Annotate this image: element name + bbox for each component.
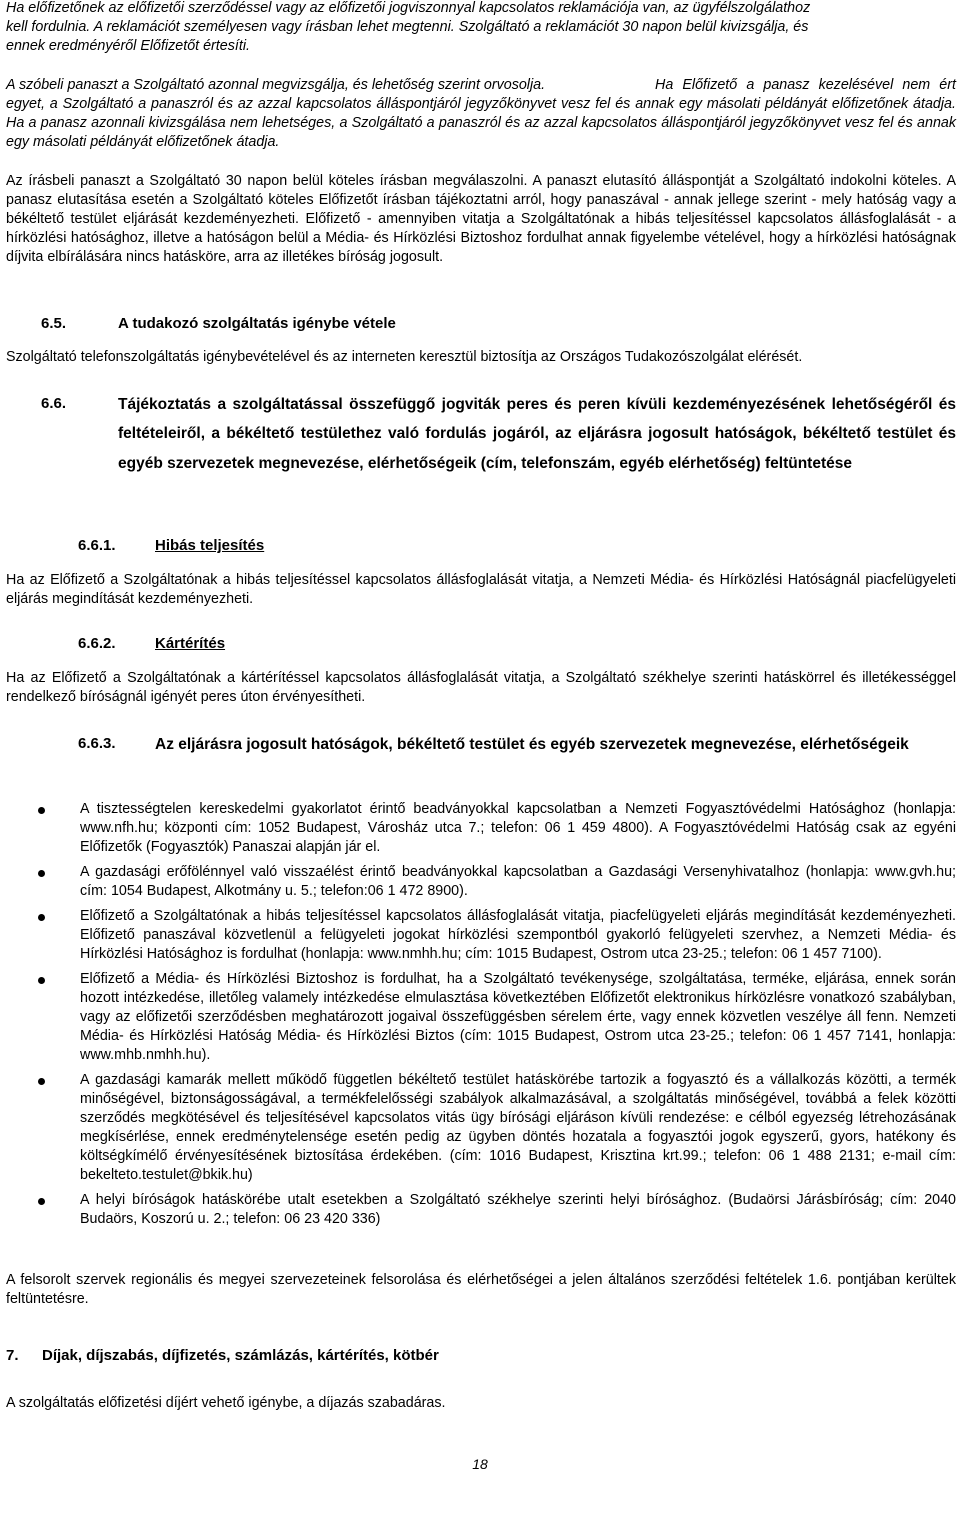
- intro-line-2: kell fordulnia. A reklamációt személyesen vagy írásban lehet megtenni. Szolgáltató a reklamációt 30 napon belül kivizsgálja, és: [6, 19, 809, 35]
- bullet-icon: [38, 1198, 45, 1205]
- intro-line-1: Ha előfizetőnek az előfizetői szerződéssel vagy az előfizetői jogviszonnyal kapcsolatos reklamációja van, az ügyfélszolgálathoz: [6, 0, 811, 16]
- list-item: [0, 863, 956, 901]
- section-6-6-2-title: Kártérítés: [155, 635, 226, 652]
- section-6-5-title: A tudakozó szolgáltatás igénybe vétele: [118, 315, 396, 332]
- closing-paragraph: A felsorolt szervek regionális és megyei szervezeteinek felsorolása és elérhetőségei a jelen általános szerződési feltételek 1.6. pontjában kerültek feltüntetésre.: [6, 1272, 956, 1307]
- bullet-icon: [38, 870, 45, 877]
- bullet-icon: [38, 977, 45, 984]
- section-6-6-3-title: Az eljárásra jogosult hatóságok, békéltető testület és egyéb szervezetek megnevezése, elérhetőségeik: [155, 736, 909, 753]
- bullet-icon: [38, 1078, 45, 1085]
- oral-complaint-paragraph: Ha Előfizető a panasz kezelésével nem ért egyet, a Szolgáltató a panaszról és az azzal kapcsolatos álláspontjáról jegyzőkönyvet vesz fel és annak egy másolati példányát előfizetőnek átadja. Ha a panasz azonnali kivizsgálása nem lehetséges, a Szolgáltató a panaszról és az azzal kapcsolatos álláspontjáról jegyzőkönyvet vesz fel és annak egy másolati példányát előfizetőnek átadja.: [6, 77, 956, 150]
- section-6-6-1-body: Ha az Előfizető a Szolgáltatónak a hibás teljesítéssel kapcsolatos állásfoglalását vitatja, a Nemzeti Média- és Hírközlési Hatóságnál piacfelügyeleti eljárás megindítását kezdeményezheti.: [6, 572, 956, 607]
- intro-line-3: ennek eredményéről Előfizetőt értesíti.: [6, 38, 250, 54]
- list-item: [0, 800, 956, 857]
- list-item-text: A helyi bíróságok hatáskörébe utalt esetekben a Szolgáltató székhelye szerinti helyi bírósághoz. (Budaörsi Járásbíróság; cím: 2040 Budaörs, Koszorú u. 2.; telefon: 06 23 420 336): [80, 1192, 956, 1227]
- bullet-icon: [38, 914, 45, 921]
- authority-list: [0, 800, 956, 1235]
- section-6-6-1-title: Hibás teljesítés: [155, 537, 265, 554]
- list-item-text: A gazdasági erőfölénnyel való visszaélést érintő beadványokkal kapcsolatban a Gazdasági Versenyhivatalhoz (honlapja: www.gvh.hu; cím: 1054 Budapest, Alkotmány u. 5.; telefon:06 1 472 8900).: [80, 864, 956, 899]
- list-item: [0, 1191, 956, 1229]
- section-6-5-number: 6.5.: [41, 315, 67, 332]
- bullet-icon: [38, 807, 45, 814]
- section-7-title: Díjak, díjszabás, díjfizetés, számlázás, kártérítés, kötbér: [42, 1347, 439, 1364]
- oral-complaint-intro: A szóbeli panaszt a Szolgáltató azonnal megvizsgálja, és lehetőség szerint orvosolja.: [6, 77, 546, 93]
- list-item: [0, 907, 956, 964]
- list-item: [0, 970, 956, 1065]
- section-6-6-3-number: 6.6.3.: [78, 735, 116, 752]
- list-item: [0, 1071, 956, 1185]
- written-complaint-paragraph: Az írásbeli panaszt a Szolgáltató 30 napon belül köteles írásban megválaszolni. A panaszt elutasító álláspontját a Szolgáltató indokolni köteles. A panasz elutasítása esetén a Szolgáltató köteles Előfizetőt írásban tájékoztatni arról, hogy panaszával - annak jellege szerint - mely hatóság vagy a békéltető testület eljárását kezdeményezheti. Előfizető - amennyiben vitatja a Szolgáltatónak a hibás teljesítéssel kapcsolatos állásfoglalását - a hírközlési hatósághoz, illetve a hatóságon belül a Média- és Hírközlési Biztoshoz fordulhat annak figyelembe vételével, hogy a hírközlési hatóságnak díjvita elbírálására nincs hatásköre, arra az illetékes bíróság jogosult.: [6, 173, 956, 265]
- section-6-6-title: Tájékoztatás a szolgáltatással összefüggő jogviták peres és peren kívüli kezdeményezésének lehetőségéről és feltételeiről, a békéltető testülethez való fordulás jogáról, az eljárásra jogosult hatóságok, békéltető testület és egyéb szervezetek megnevezése, elérhetőségeik (cím, telefonszám, egyéb elérhetőség) feltüntetése: [118, 396, 956, 472]
- list-item-text: Előfizető a Média- és Hírközlési Biztoshoz is fordulhat, ha a Szolgáltató tevékenysége, szolgáltatása, terméke, eljárása, ennek során hozott intézkedése, illetőleg valamely intézkedése elmulasztása következtében Előfizetőt elektronikus hírközlésre vonatkozó szabályban, vagy az előfizetői szerződésben meghatározott jogaival összefüggésben sérelem érte, vagy ennek közvetlen veszélye áll fenn. Nemzeti Média- és Hírközlési Hatóság Média- és Hírközlési Biztos (cím: 1015 Budapest, Ostrom utca 23-25.; telefon: 06 1 457 7141, honlapja: www.mhb.nmhh.hu).: [80, 971, 956, 1063]
- section-6-6-number: 6.6.: [41, 395, 67, 412]
- page-number: 18: [472, 1456, 488, 1472]
- list-item-text: A gazdasági kamarák mellett működő független békéltető testület hatáskörébe tartozik a fogyasztó és a vállalkozás közötti, a termék minőségével, biztonságosságával, a termékfelelősségi szabályok alkalmazásával, a szolgáltatás minőségével, továbbá a felek közötti szerződés megkötésével és teljesítésével kapcsolatos vitás ügy bírósági eljáráson kívüli rendezése: e célból egyezség létrehozásának megkísérlése, ennek eredménytelensége esetén pedig az ügyben döntés hozatala a fogyasztói jogok egyszerű, gyors, hatékony és költségkímélő érvényesítésének biztosítása érdekében. (cím: 1016 Budapest, Krisztina krt.99.; telefon: 06 1 488 2131; e-mail cím: bekelteto.testulet@bkik.hu): [80, 1072, 956, 1183]
- section-6-6-2-body: Ha az Előfizető a Szolgáltatónak a kártérítéssel kapcsolatos állásfoglalását vitatja, a Szolgáltató székhelye szerinti hatáskörrel és illetékességgel rendelkező bíróságnál igényét peres úton érvényesítheti.: [6, 670, 956, 705]
- section-6-6-2-number: 6.6.2.: [78, 635, 116, 652]
- section-6-5-body: Szolgáltató telefonszolgáltatás igénybevételével és az interneten keresztül biztosítja az Országos Tudakozószolgálat elérését.: [6, 349, 803, 365]
- list-item-text: A tisztességtelen kereskedelmi gyakorlatot érintő beadványokkal kapcsolatban a Nemzeti Fogyasztóvédelmi Hatósághoz (honlapja: www.nfh.hu; központi cím: 1052 Budapest, Városház utca 7.; telefon: 06 1 459 4800). A Fogyasztóvédelmi Hatóság csak az egyéni Előfizetők (Fogyasztók) Panaszai alapján jár el.: [80, 801, 956, 855]
- section-7-body: A szolgáltatás előfizetési díjért vehető igénybe, a díjazás szabadáras.: [6, 1395, 446, 1411]
- section-7-number: 7.: [6, 1347, 19, 1364]
- list-item-text: Előfizető a Szolgáltatónak a hibás teljesítéssel kapcsolatos állásfoglalását vitatja, piacfelügyeleti eljárás megindítását kezdeményezheti. Előfizető panaszával közvetlenül a felügyeleti jogokat hírközlési szempontból gyakorló felügyeleti szervhez, a Nemzeti Média- és Hírközlési Hatósághoz is fordulhat (honlapja: www.nmhh.hu; cím: 1015 Budapest, Ostrom utca 23-25.; telefon: 06 1 457 7100).: [80, 908, 956, 962]
- section-6-6-1-number: 6.6.1.: [78, 537, 116, 554]
